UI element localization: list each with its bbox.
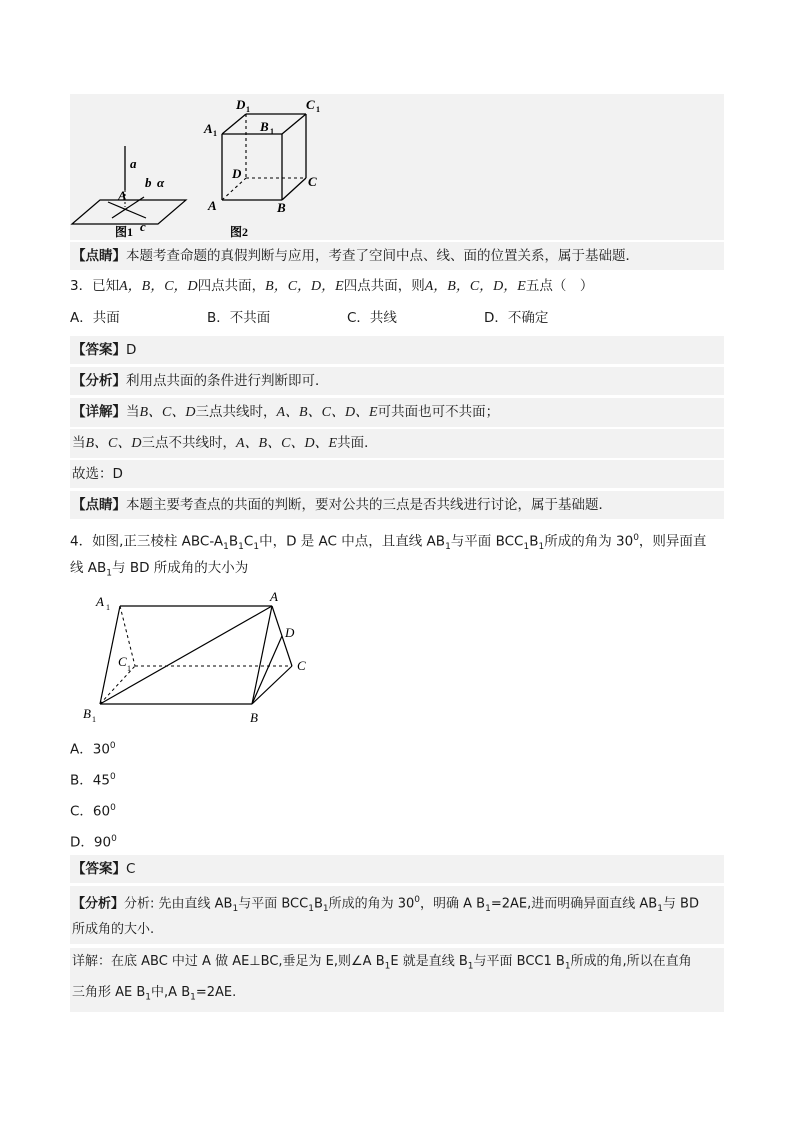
detail-points: A、B、C、D、E [236,436,338,451]
answer-value: D [126,342,137,358]
subscript: 1 [232,903,239,914]
stem-text: 中，D 是 AC 中点，且直线 AB [259,533,446,550]
prism-label-B: B [250,710,258,725]
detail-text: 三点不共线时， [141,435,236,451]
q3-points-1: A，B，C，D [119,279,198,294]
fig1-label-c: c [140,219,146,234]
q3-choice-c: C．共线 [347,310,397,326]
choice-text: A．30 [70,741,110,758]
q4-choice-b [70,763,724,795]
q4-analysis-2 [70,916,724,944]
subscript: 1 [308,903,314,914]
q3-choice-b: B．不共面 [207,310,271,326]
comment-text: 本题考查命题的真假判断与应用，考查了空间中点、线、面的位置关系，属于基础题． [126,248,639,264]
fig2-sub-C1: 1 [316,105,320,114]
fig1-label-b: b [145,175,152,190]
stem-text: B [529,533,539,550]
answer-tag: 【答案】 [72,861,126,877]
analysis-text: 分析: 先由直线 AB [124,896,233,912]
subscript: 1 [106,568,113,579]
prism-label-A: A [270,589,278,604]
fig2-label-C1: C [306,97,315,112]
analysis-text: B [313,896,323,912]
detail-text: 可共面也可不共面； [377,404,500,420]
analysis-text: =2AE,进而明确异面直线 AB [490,896,658,912]
subscript: 1 [445,542,451,553]
figure-block [70,94,724,240]
q3-choices [70,304,724,332]
subscript: 1 [657,903,663,914]
prism-label-B1: B [83,706,91,721]
analysis-text: 所成角的大小. [72,922,155,937]
fig1-label-a: a [130,156,137,171]
fig2-sub-B1: 1 [270,127,274,136]
prism-label-D: D [285,625,295,640]
prism-sub-A1: 1 [106,603,110,612]
fig2-label-D1: D [236,97,246,112]
subscript: 1 [145,992,152,1003]
stem-text: ，则异面直 [638,533,707,550]
stem-text: 与平面 BCC [450,533,524,550]
q3-choice-d: D．不确定 [484,310,549,326]
subscript: 1 [384,961,391,972]
choice-text: C．60 [70,803,111,820]
subscript: 1 [485,903,491,914]
q4-choice-c [70,794,724,826]
analysis-tag: 【分析】 [72,896,125,912]
q3-choice-a: A．共面 [70,310,120,326]
detail-text: 当 [72,435,86,451]
q3-stem-mid-2: 四点共面，则 [343,278,425,294]
analysis-text: 利用点共面的条件进行判断即可． [126,373,329,389]
fig2-label-A: A [208,198,217,213]
q3-stem-mid-1: 四点共面， [197,278,266,294]
subscript: 1 [190,992,196,1003]
fig1-label-alpha: α [157,175,165,190]
q2-comment [70,242,724,270]
q3-answer [70,336,724,364]
fig1-caption: 图1 [115,225,134,239]
fig2-caption: 图2 [230,225,249,239]
analysis-text: 与 BD [662,896,699,912]
subscript: 1 [223,542,229,553]
detail-text: 与平面 BCC1 B [473,954,565,969]
answer-tag: 【答案】 [72,342,126,358]
superscript: 0 [111,834,117,844]
subscript: 1 [564,961,571,972]
q3-stem-prefix: 3．已知 [70,278,120,294]
fig2-label-A1: A [204,121,213,136]
superscript: 0 [109,741,116,751]
detail-text: 详解：在底 ABC 中过 A 做 AE⊥BC,垂足为 E,则∠A B [72,954,385,969]
q4-choice-d [70,825,724,857]
q3-stem-end: 五点（ ） [525,278,594,294]
detail-text: =2AE. [195,985,237,1000]
q4-detail-2 [70,979,724,1012]
detail-tag: 【详解】 [72,404,126,420]
subscript: 1 [238,542,244,553]
analysis-tag: 【分析】 [72,373,126,389]
choice-text: B．45 [70,772,110,789]
analysis-text: 与平面 BCC [238,896,309,912]
stem-text: 所成的角为 30 [544,533,634,550]
q4-prism-figure [80,588,320,728]
detail-text: 三点共线时， [195,404,277,420]
subscript: 1 [322,903,329,914]
q3-detail-1 [70,398,724,427]
detail-text: E 就是直线 B [390,954,468,969]
stem-text: 线 AB [70,560,107,576]
q3-detail-2 [70,429,724,458]
fig2-sub-A1: 1 [213,129,217,138]
q3-choose [70,460,724,488]
comment-tag: 【点睛】 [72,497,126,513]
stem-text: 与 BD 所成角的大小为 [112,560,249,576]
figure-2 [200,94,330,240]
subscript: 1 [523,542,530,553]
fig2-label-C: C [308,174,317,189]
stem-text: B [228,533,239,550]
subscript: 1 [253,542,260,553]
stem-text: C [243,533,254,550]
choose-text: 故选：D [72,466,123,482]
fig1-label-A: A [118,188,127,203]
detail-points: A、B、C、D、E [276,405,378,420]
superscript: 0 [414,895,421,905]
detail-points: B、C、D [85,436,142,451]
comment-tag: 【点睛】 [72,248,126,264]
superscript: 0 [110,803,116,813]
q3-comment [70,491,724,519]
prism-label-C: C [297,658,306,673]
stem-text: 4．如图,正三棱柱 ABC-A [70,533,224,550]
q3-analysis [70,367,724,395]
comment-text: 本题主要考查点的共面的判断，要对公共的三点是否共线进行讨论，属于基础题． [126,497,612,513]
fig2-label-D: D [232,166,242,181]
prism-sub-C1: 1 [127,664,131,673]
detail-text: 所成的角,所以在直角 [570,954,692,969]
detail-points: B、C、D [139,405,196,420]
detail-text: 共面． [337,435,378,451]
detail-text: 三角形 AE B [72,985,146,1000]
fig2-label-B: B [277,200,286,215]
q3-points-2: B，C，D，E [265,279,344,294]
q3-stem [70,272,724,301]
prism-label-A1: A [96,594,104,609]
figure-1 [70,94,200,240]
detail-text: 当 [126,404,140,420]
q3-points-3: A，B，C，D，E [424,279,526,294]
prism-sub-B1: 1 [92,715,96,724]
q4-stem-2 [70,554,724,588]
subscript: 1 [538,542,545,553]
detail-text: 中,A B [151,985,191,1000]
fig2-sub-D1: 1 [246,105,250,114]
superscript: 0 [109,772,116,782]
answer-value: C [126,861,136,877]
q4-choice-a [70,732,724,764]
prism-label-C1: C [118,654,127,669]
analysis-text: ，明确 A B [420,896,486,912]
fig2-label-B1: B [260,119,269,134]
choice-text: D．90 [70,834,112,851]
q4-detail-1 [70,948,724,981]
superscript: 0 [633,533,639,543]
subscript: 1 [467,961,474,972]
analysis-text: 所成的角为 30 [328,896,415,912]
q4-answer [70,855,724,883]
